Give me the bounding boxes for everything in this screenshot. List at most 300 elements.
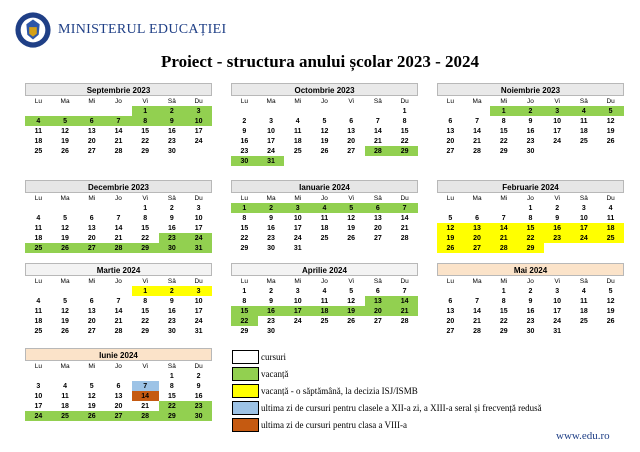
day-cell: 6 xyxy=(89,214,94,222)
empty-cell xyxy=(105,286,132,296)
month-calendar xyxy=(25,83,212,156)
day-cell: 28 xyxy=(114,327,123,335)
day-cell: 8 xyxy=(242,297,247,305)
day-cell: 3 xyxy=(295,287,300,295)
day-cell: 18 xyxy=(597,223,624,233)
weekday-header: Vi xyxy=(142,194,148,202)
month-days-table xyxy=(25,96,212,156)
empty-cell xyxy=(284,106,311,116)
empty-cell xyxy=(464,106,491,116)
month-title: Octombrie 2023 xyxy=(231,83,418,96)
day-cell: 21 xyxy=(141,402,150,410)
day-cell: 4 xyxy=(571,106,598,116)
day-cell: 9 xyxy=(528,117,533,125)
day-cell: 1 xyxy=(242,287,247,295)
day-cell: 10 xyxy=(194,214,203,222)
day-cell: 30 xyxy=(167,327,176,335)
weekday-header: Du xyxy=(606,194,615,202)
weekday-header: Sâ xyxy=(373,97,382,105)
empty-cell xyxy=(464,286,491,296)
weekday-header: Du xyxy=(194,194,203,202)
weekday-header: Jo xyxy=(321,194,328,202)
day-cell: 13 xyxy=(87,127,96,135)
day-cell: 11 xyxy=(320,297,329,305)
legend-item xyxy=(232,383,542,399)
weekday-header: Lu xyxy=(446,277,454,285)
weekday-header: Sâ xyxy=(579,97,588,105)
day-cell: 20 xyxy=(446,317,455,325)
day-cell: 27 xyxy=(373,234,382,242)
legend-item xyxy=(232,366,542,382)
weekday-header: Lu xyxy=(446,97,454,105)
day-cell: 10 xyxy=(267,127,275,135)
day-cell: 30 xyxy=(167,147,176,155)
day-cell: 20 xyxy=(464,233,491,243)
empty-cell xyxy=(464,203,491,213)
weekday-header: Ma xyxy=(266,97,276,105)
day-cell: 25 xyxy=(579,137,588,145)
day-cell: 14 xyxy=(132,391,159,401)
day-cell: 21 xyxy=(114,234,123,242)
day-cell: 13 xyxy=(446,307,455,315)
day-cell: 28 xyxy=(132,411,159,421)
day-cell: 4 xyxy=(311,203,338,213)
day-cell: 16 xyxy=(526,307,535,315)
weekday-header: Vi xyxy=(142,277,148,285)
day-cell: 11 xyxy=(580,117,588,125)
day-cell: 3 xyxy=(544,106,571,116)
day-cell: 14 xyxy=(400,214,409,222)
day-cell: 1 xyxy=(231,203,258,213)
day-cell: 6 xyxy=(475,214,479,222)
weekday-header: Vi xyxy=(142,362,148,370)
day-cell: 17 xyxy=(194,127,203,135)
day-cell: 30 xyxy=(231,156,258,166)
day-cell: 23 xyxy=(240,147,249,155)
weekday-header: Jo xyxy=(115,97,122,105)
day-cell: 6 xyxy=(349,117,354,125)
day-cell: 7 xyxy=(391,203,418,213)
weekday-header: Jo xyxy=(527,97,534,105)
day-cell: 11 xyxy=(606,214,615,222)
day-cell: 16 xyxy=(167,127,176,135)
weekday-header: Jo xyxy=(115,362,122,370)
day-cell: 1 xyxy=(528,204,533,212)
day-cell: 9 xyxy=(528,297,533,305)
day-cell: 14 xyxy=(114,127,123,135)
weekday-header: Sâ xyxy=(167,277,176,285)
empty-cell xyxy=(105,371,132,381)
day-cell: 20 xyxy=(365,306,392,316)
day-cell: 17 xyxy=(553,307,562,315)
day-cell: 20 xyxy=(87,234,96,242)
day-cell: 9 xyxy=(169,214,174,222)
day-cell: 25 xyxy=(579,317,588,325)
day-cell: 15 xyxy=(400,127,409,135)
weekday-header: Mi xyxy=(88,194,96,202)
empty-cell xyxy=(25,371,52,381)
day-cell: 22 xyxy=(231,316,258,326)
day-cell: 27 xyxy=(78,243,105,253)
month-calendar xyxy=(437,83,624,156)
day-cell: 18 xyxy=(293,137,302,145)
empty-cell xyxy=(78,286,105,296)
day-cell: 8 xyxy=(501,117,506,125)
day-cell: 30 xyxy=(526,147,535,155)
day-cell: 9 xyxy=(169,297,174,305)
day-cell: 3 xyxy=(185,106,212,116)
day-cell: 13 xyxy=(446,127,455,135)
day-cell: 24 xyxy=(553,137,562,145)
day-cell: 19 xyxy=(437,233,464,243)
empty-cell xyxy=(311,106,338,116)
empty-cell xyxy=(52,106,79,116)
weekday-header: Jo xyxy=(115,194,122,202)
empty-cell xyxy=(437,106,464,116)
empty-cell xyxy=(132,371,159,381)
day-cell: 25 xyxy=(597,233,624,243)
day-cell: 19 xyxy=(87,402,96,410)
day-cell: 16 xyxy=(267,224,275,232)
empty-cell xyxy=(52,286,79,296)
weekday-header: Sâ xyxy=(167,362,176,370)
day-cell: 10 xyxy=(194,297,203,305)
day-cell: 31 xyxy=(258,156,285,166)
day-cell: 24 xyxy=(194,317,203,325)
empty-cell xyxy=(185,146,212,156)
weekday-header: Vi xyxy=(348,277,354,285)
day-cell: 11 xyxy=(294,127,302,135)
day-cell: 26 xyxy=(52,243,79,253)
day-cell: 29 xyxy=(141,147,150,155)
day-cell: 19 xyxy=(347,224,356,232)
day-cell: 2 xyxy=(258,203,285,213)
day-cell: 17 xyxy=(571,223,598,233)
day-cell: 11 xyxy=(34,307,43,315)
day-cell: 17 xyxy=(34,402,43,410)
empty-cell xyxy=(544,146,571,156)
day-cell: 25 xyxy=(320,234,329,242)
weekday-header: Ma xyxy=(266,277,276,285)
day-cell: 25 xyxy=(25,243,52,253)
weekday-header: Mi xyxy=(500,194,508,202)
day-cell: 15 xyxy=(141,224,150,232)
weekday-header: Lu xyxy=(240,194,248,202)
weekday-header: Mi xyxy=(294,277,302,285)
day-cell: 16 xyxy=(544,223,571,233)
day-cell: 7 xyxy=(105,116,132,126)
day-cell: 14 xyxy=(490,223,517,233)
day-cell: 20 xyxy=(87,137,96,145)
day-cell: 4 xyxy=(608,204,613,212)
empty-cell xyxy=(437,286,464,296)
weekday-header: Sâ xyxy=(167,194,176,202)
weekday-header: Sâ xyxy=(373,277,382,285)
day-cell: 27 xyxy=(373,317,382,325)
day-cell: 20 xyxy=(114,402,123,410)
day-cell: 22 xyxy=(517,233,544,243)
day-cell: 7 xyxy=(475,297,479,305)
day-cell: 3 xyxy=(36,382,41,390)
day-cell: 20 xyxy=(347,137,356,145)
month-calendar xyxy=(437,263,624,336)
weekday-header: Lu xyxy=(34,97,42,105)
day-cell: 2 xyxy=(169,204,174,212)
weekday-header: Ma xyxy=(472,194,482,202)
day-cell: 23 xyxy=(167,317,176,325)
coat-of-arms-logo xyxy=(14,11,52,49)
weekday-header: Du xyxy=(400,194,409,202)
day-cell: 17 xyxy=(194,224,203,232)
day-cell: 19 xyxy=(61,317,69,325)
month-calendar xyxy=(25,180,212,253)
day-cell: 3 xyxy=(284,203,311,213)
day-cell: 18 xyxy=(61,402,69,410)
weekday-header: Mi xyxy=(500,97,508,105)
day-cell: 24 xyxy=(194,137,203,145)
weekday-header: Sâ xyxy=(579,194,588,202)
day-cell: 5 xyxy=(52,116,79,126)
month-calendar xyxy=(231,83,418,166)
day-cell: 24 xyxy=(293,317,302,325)
day-cell: 6 xyxy=(89,297,94,305)
day-cell: 8 xyxy=(143,214,148,222)
weekday-header: Lu xyxy=(34,277,42,285)
day-cell: 29 xyxy=(132,243,159,253)
day-cell: 17 xyxy=(284,306,311,316)
day-cell: 29 xyxy=(159,411,186,421)
month-days-table xyxy=(25,193,212,253)
month-days-table xyxy=(231,276,418,336)
day-cell: 24 xyxy=(267,147,275,155)
day-cell: 21 xyxy=(114,137,123,145)
day-cell: 3 xyxy=(555,287,560,295)
weekday-header: Du xyxy=(194,97,203,105)
day-cell: 2 xyxy=(196,372,201,380)
day-cell: 14 xyxy=(373,127,382,135)
day-cell: 10 xyxy=(579,214,588,222)
day-cell: 30 xyxy=(185,411,212,421)
day-cell: 21 xyxy=(114,317,123,325)
website-link[interactable]: www.edu.ro xyxy=(556,430,610,442)
legend-swatch xyxy=(232,350,259,364)
empty-cell xyxy=(78,371,105,381)
day-cell: 14 xyxy=(391,296,418,306)
day-cell: 19 xyxy=(61,234,69,242)
day-cell: 12 xyxy=(61,307,69,315)
month-title: Februarie 2024 xyxy=(437,180,624,193)
day-cell: 25 xyxy=(293,147,302,155)
weekday-header: Sâ xyxy=(167,97,176,105)
empty-cell xyxy=(231,106,258,116)
day-cell: 23 xyxy=(526,317,535,325)
day-cell: 27 xyxy=(464,243,491,253)
day-cell: 5 xyxy=(608,287,613,295)
day-cell: 26 xyxy=(606,137,615,145)
day-cell: 26 xyxy=(78,411,105,421)
month-days-table xyxy=(231,193,418,253)
month-days-table xyxy=(25,276,212,336)
day-cell: 1 xyxy=(169,372,174,380)
day-cell: 4 xyxy=(36,214,41,222)
day-cell: 27 xyxy=(105,411,132,421)
day-cell: 16 xyxy=(167,224,176,232)
day-cell: 2 xyxy=(159,106,186,116)
day-cell: 5 xyxy=(63,297,67,305)
day-cell: 29 xyxy=(517,243,544,253)
weekday-header: Ma xyxy=(60,362,70,370)
legend-swatch xyxy=(232,401,259,415)
day-cell: 5 xyxy=(322,117,327,125)
day-cell: 6 xyxy=(365,203,392,213)
weekday-header: Du xyxy=(606,97,615,105)
weekday-header: Ma xyxy=(472,97,482,105)
empty-cell xyxy=(365,243,392,253)
day-cell: 25 xyxy=(34,327,43,335)
empty-cell xyxy=(571,326,598,336)
day-cell: 22 xyxy=(141,137,150,145)
day-cell: 14 xyxy=(114,307,123,315)
weekday-header: Ma xyxy=(266,194,276,202)
day-cell: 22 xyxy=(240,234,249,242)
empty-cell xyxy=(391,326,418,336)
day-cell: 2 xyxy=(555,204,560,212)
month-calendar xyxy=(231,263,418,336)
day-cell: 21 xyxy=(473,137,481,145)
day-cell: 20 xyxy=(446,137,455,145)
day-cell: 4 xyxy=(36,297,41,305)
empty-cell xyxy=(571,243,598,253)
day-cell: 11 xyxy=(61,392,69,400)
empty-cell xyxy=(338,106,365,116)
empty-cell xyxy=(105,203,132,213)
day-cell: 26 xyxy=(320,147,329,155)
day-cell: 25 xyxy=(320,317,329,325)
day-cell: 26 xyxy=(437,243,464,253)
day-cell: 3 xyxy=(269,117,273,125)
month-days-table xyxy=(25,361,212,421)
day-cell: 29 xyxy=(391,146,418,156)
weekday-header: Sâ xyxy=(373,194,382,202)
empty-cell xyxy=(52,203,79,213)
day-cell: 6 xyxy=(116,382,121,390)
day-cell: 21 xyxy=(400,224,409,232)
month-calendar xyxy=(25,263,212,336)
day-cell: 5 xyxy=(89,382,94,390)
day-cell: 26 xyxy=(347,234,356,242)
day-cell: 22 xyxy=(400,137,409,145)
empty-cell xyxy=(544,243,571,253)
day-cell: 27 xyxy=(446,147,455,155)
weekday-header: Ma xyxy=(60,277,70,285)
day-cell: 13 xyxy=(373,214,382,222)
weekday-header: Lu xyxy=(240,97,248,105)
day-cell: 2 xyxy=(242,117,247,125)
day-cell: 19 xyxy=(320,137,329,145)
day-cell: 11 xyxy=(320,214,329,222)
day-cell: 7 xyxy=(132,381,159,391)
day-cell: 15 xyxy=(240,224,249,232)
day-cell: 16 xyxy=(240,137,249,145)
day-cell: 24 xyxy=(25,411,52,421)
weekday-header: Vi xyxy=(348,194,354,202)
day-cell: 30 xyxy=(159,243,186,253)
weekday-header: Mi xyxy=(88,277,96,285)
month-title: Iunie 2024 xyxy=(25,348,212,361)
day-cell: 21 xyxy=(391,306,418,316)
weekday-header: Lu xyxy=(446,194,454,202)
day-cell: 17 xyxy=(293,224,302,232)
day-cell: 15 xyxy=(167,392,176,400)
day-cell: 28 xyxy=(400,234,409,242)
empty-cell xyxy=(25,286,52,296)
day-cell: 30 xyxy=(267,244,275,252)
weekday-header: Du xyxy=(194,277,203,285)
day-cell: 3 xyxy=(185,286,212,296)
weekday-header: Du xyxy=(194,362,203,370)
weekday-header: Jo xyxy=(321,277,328,285)
empty-cell xyxy=(338,156,365,166)
day-cell: 5 xyxy=(338,203,365,213)
legend-label: cursuri xyxy=(261,352,286,362)
day-cell: 16 xyxy=(258,306,285,316)
day-cell: 28 xyxy=(490,243,517,253)
day-cell: 5 xyxy=(448,214,453,222)
day-cell: 28 xyxy=(473,147,481,155)
empty-cell xyxy=(597,326,624,336)
day-cell: 4 xyxy=(295,117,300,125)
day-cell: 18 xyxy=(34,234,43,242)
day-cell: 4 xyxy=(25,116,52,126)
day-cell: 19 xyxy=(606,307,615,315)
day-cell: 5 xyxy=(63,214,67,222)
day-cell: 18 xyxy=(311,306,338,316)
day-cell: 9 xyxy=(159,116,186,126)
day-cell: 7 xyxy=(375,117,380,125)
day-cell: 9 xyxy=(196,382,201,390)
day-cell: 12 xyxy=(87,392,96,400)
weekday-header: Lu xyxy=(34,362,42,370)
empty-cell xyxy=(258,106,285,116)
weekday-header: Lu xyxy=(34,194,42,202)
day-cell: 18 xyxy=(320,224,329,232)
day-cell: 9 xyxy=(555,214,560,222)
empty-cell xyxy=(284,326,311,336)
day-cell: 12 xyxy=(437,223,464,233)
day-cell: 13 xyxy=(87,224,96,232)
weekday-header: Vi xyxy=(554,277,560,285)
day-cell: 1 xyxy=(501,287,506,295)
day-cell: 11 xyxy=(34,127,43,135)
weekday-header: Ma xyxy=(60,194,70,202)
weekday-header: Vi xyxy=(554,97,560,105)
day-cell: 8 xyxy=(501,297,506,305)
day-cell: 7 xyxy=(475,117,479,125)
month-calendar xyxy=(25,348,212,421)
legend-swatch xyxy=(232,418,259,432)
day-cell: 15 xyxy=(141,307,150,315)
day-cell: 27 xyxy=(87,327,96,335)
weekday-header: Du xyxy=(400,277,409,285)
day-cell: 1 xyxy=(143,204,148,212)
empty-cell xyxy=(311,243,338,253)
weekday-header: Jo xyxy=(115,277,122,285)
day-cell: 9 xyxy=(242,127,247,135)
day-cell: 13 xyxy=(464,223,491,233)
month-days-table xyxy=(437,276,624,336)
day-cell: 8 xyxy=(242,214,247,222)
weekday-header: Mi xyxy=(88,362,96,370)
